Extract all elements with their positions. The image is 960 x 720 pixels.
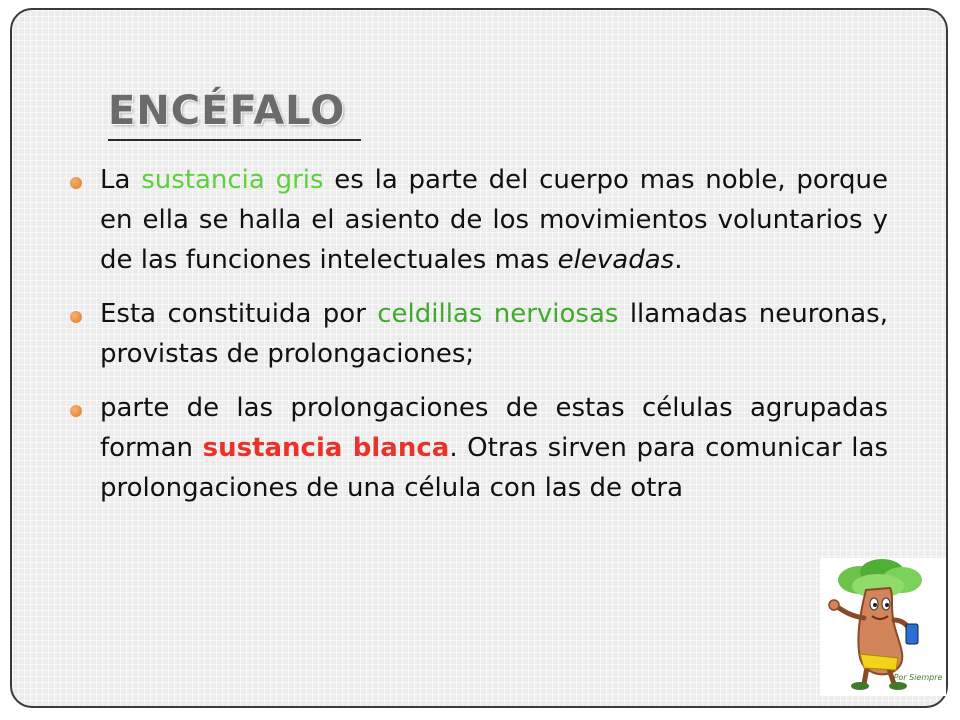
slide-frame (10, 8, 948, 708)
bullet-text: parte de las prolongaciones de estas células agrupadas forman (100, 393, 888, 463)
bone-mascot-illustration (820, 558, 946, 696)
bullet-item (66, 388, 888, 508)
slide-title: ENCÉFALO (108, 88, 346, 134)
bullet-text: . (674, 245, 683, 275)
bone-mascot-icon (820, 558, 946, 696)
cartoon-caption: Por Siempre (893, 673, 943, 682)
highlight-sustancia-gris: sustancia gris (141, 165, 324, 195)
bullet-item (66, 160, 888, 280)
bullet-list (66, 160, 888, 522)
bullet-text: La (100, 165, 142, 195)
bullet-item (66, 294, 888, 374)
bullet-text: llamadas neuronas, provistas de prolongaciones; (100, 299, 888, 369)
highlight-celdillas-nerviosas: celdillas nerviosas (377, 299, 619, 329)
bullet-text: Esta constituida por (100, 299, 378, 329)
emphasis-elevadas: elevadas (557, 245, 675, 275)
phone-icon (906, 624, 918, 644)
title-underline (108, 139, 361, 141)
highlight-sustancia-blanca: sustancia blanca (202, 433, 450, 463)
bullet-text: . Otras sirven para comunicar las prolongaciones de una célula con las de otra (100, 433, 889, 503)
bullet-text: es la parte del cuerpo mas noble, porque en ella se halla el asiento de los movimientos voluntarios y de las funciones intelectuales mas (100, 165, 889, 275)
